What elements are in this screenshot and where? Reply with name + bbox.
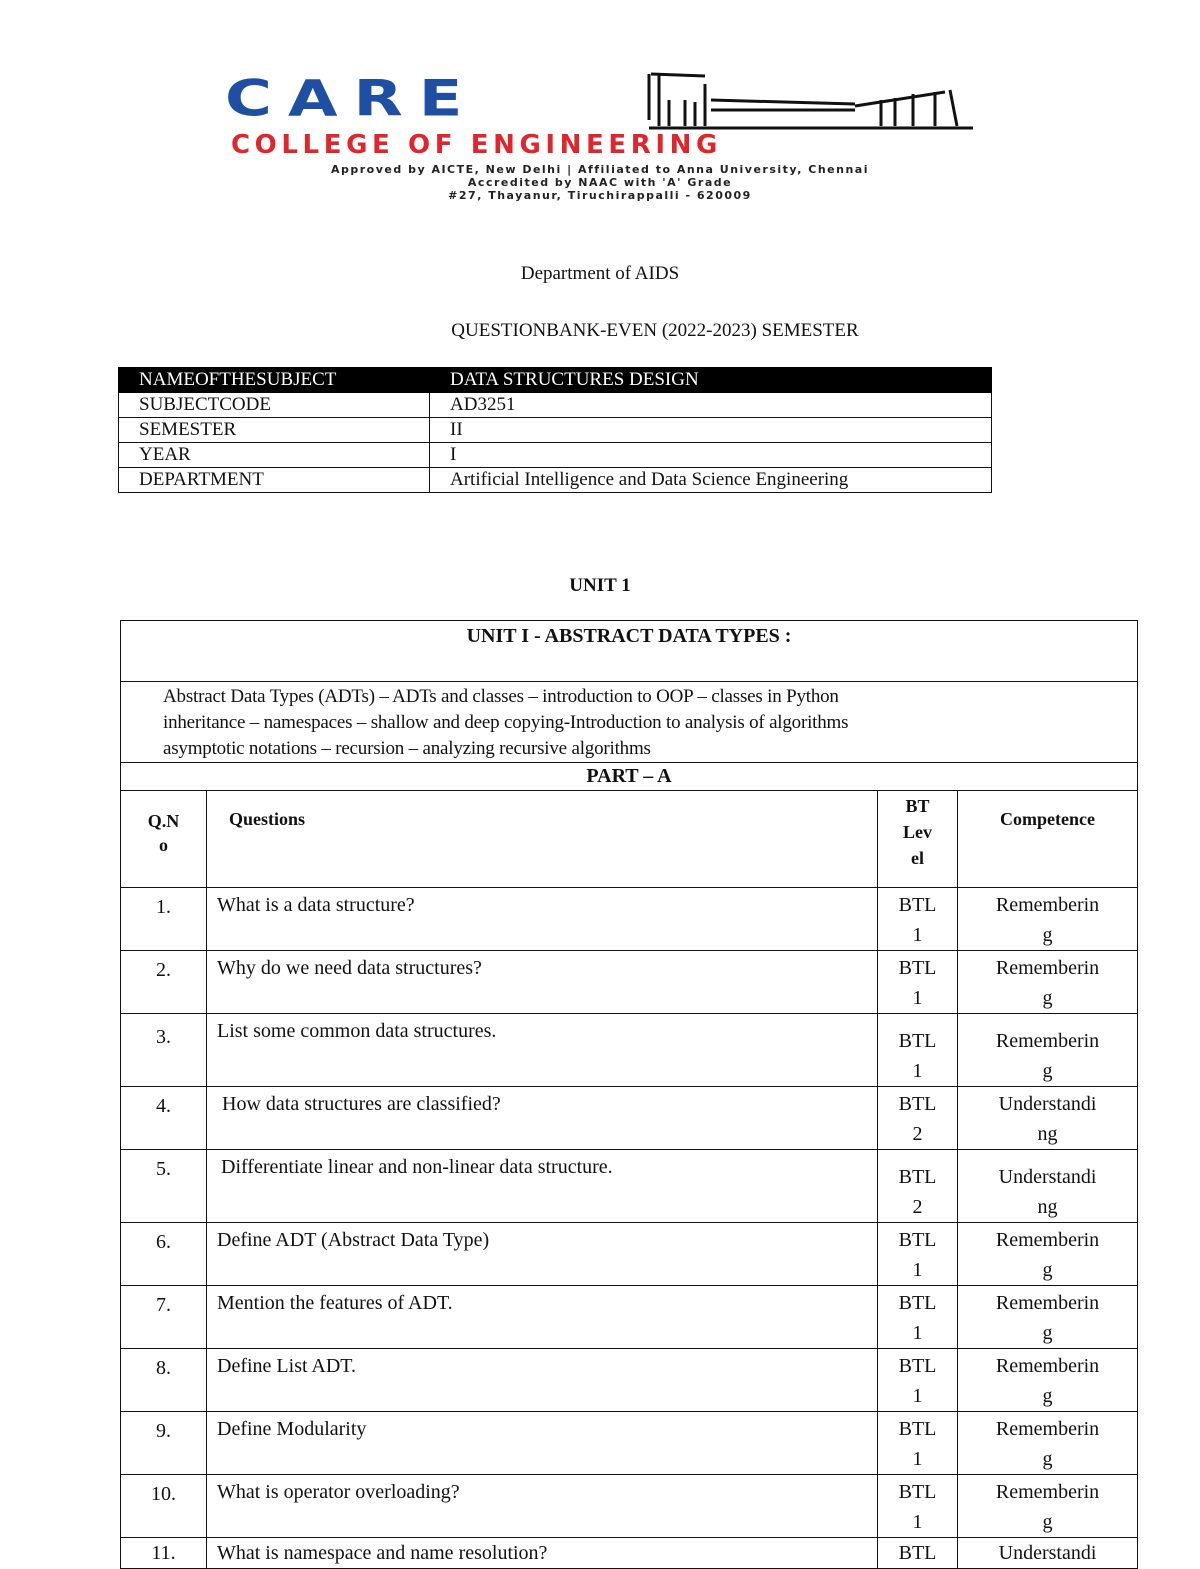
table-row — [121, 888, 1138, 951]
question-number: 5. — [121, 1150, 207, 1223]
competence-text: Rememberin — [995, 894, 1100, 916]
question-number: 1. — [121, 888, 207, 951]
question-number: 3. — [121, 1014, 207, 1087]
bt-level-label: BTL — [898, 1418, 937, 1440]
question-number: 10. — [121, 1475, 207, 1538]
info-value: Artificial Intelligence and Data Science Engineering — [430, 468, 992, 493]
question-text: Mention the features of ADT. — [207, 1286, 878, 1349]
syllabus-line: asymptotic notations – recursion – analyzing recursive algorithms — [163, 738, 651, 759]
bt-level — [878, 1014, 958, 1087]
bt-level-number: 2 — [912, 1123, 923, 1145]
info-label: SEMESTER — [119, 418, 430, 443]
bt-level — [878, 951, 958, 1014]
part-heading: PART – A — [121, 763, 1138, 791]
header-bt-line: el — [911, 848, 924, 868]
info-row-code — [119, 393, 992, 418]
table-row — [121, 1412, 1138, 1475]
info-value: II — [430, 418, 992, 443]
bt-level-number: 1 — [912, 924, 923, 946]
bt-level — [878, 1223, 958, 1286]
question-number: 8. — [121, 1349, 207, 1412]
info-label: NAMEOFTHESUBJECT — [119, 368, 430, 393]
bt-level-label: BTL — [898, 1542, 937, 1564]
competence-text: Rememberin — [995, 1481, 1100, 1503]
info-label: SUBJECTCODE — [119, 393, 430, 418]
department-heading: Department of AIDS — [520, 263, 680, 284]
competence-text: Understandi — [998, 1542, 1097, 1564]
bt-level-label: BTL — [898, 1166, 937, 1188]
bt-level-label: BTL — [898, 894, 937, 916]
bt-level-number: 1 — [912, 1511, 923, 1533]
question-text: Why do we need data structures? — [207, 951, 878, 1014]
header-competence: Competence — [958, 791, 1138, 888]
bt-level — [878, 1538, 958, 1569]
info-value: AD3251 — [430, 393, 992, 418]
header-bt-line: Lev — [903, 822, 932, 842]
competence — [958, 1349, 1138, 1412]
subject-info-table — [118, 367, 992, 493]
table-header-row — [121, 791, 1138, 888]
question-text: Define Modularity — [207, 1412, 878, 1475]
question-number: 6. — [121, 1223, 207, 1286]
header-qno-line: o — [159, 835, 168, 855]
competence-text: Rememberin — [995, 1418, 1100, 1440]
competence — [958, 1150, 1138, 1223]
bt-level — [878, 888, 958, 951]
competence-text: g — [1042, 1322, 1053, 1344]
bt-level-label: BTL — [898, 1093, 937, 1115]
question-text: Differentiate linear and non-linear data structure. — [207, 1150, 878, 1223]
question-number: 2. — [121, 951, 207, 1014]
info-row-semester — [119, 418, 992, 443]
question-number: 4. — [121, 1087, 207, 1150]
header-qno — [121, 791, 207, 888]
bt-level — [878, 1349, 958, 1412]
info-row-department — [119, 468, 992, 493]
competence — [958, 888, 1138, 951]
unit-syllabus — [121, 682, 1138, 763]
bt-level-number: 1 — [912, 1259, 923, 1281]
table-row — [121, 1475, 1138, 1538]
syllabus-line: inheritance – namespaces – shallow and deep copying-Introduction to analysis of algorithms — [163, 712, 849, 733]
header-questions: Questions — [207, 791, 878, 888]
competence-text: Rememberin — [995, 1229, 1100, 1251]
question-text: How data structures are classified? — [207, 1087, 878, 1150]
competence — [958, 1475, 1138, 1538]
college-logo — [225, 68, 975, 208]
table-row — [121, 951, 1138, 1014]
logo-address-line: #27, Thayanur, Tiruchirappalli - 620009 — [448, 189, 752, 202]
bt-level-number: 1 — [912, 1060, 923, 1082]
logo-accreditation-line: Accredited by NAAC with 'A' Grade — [467, 176, 733, 189]
unit-title: UNIT I - ABSTRACT DATA TYPES : — [121, 621, 1138, 682]
competence-text: g — [1042, 1259, 1053, 1281]
question-text: List some common data structures. — [207, 1014, 878, 1087]
competence-text: g — [1042, 987, 1053, 1009]
bt-level — [878, 1475, 958, 1538]
bt-level-number: 1 — [912, 1322, 923, 1344]
competence — [958, 951, 1138, 1014]
competence-text: Understandi — [998, 1093, 1097, 1115]
info-row-subject — [119, 368, 992, 393]
college-name: COLLEGE OF ENGINEERING — [231, 130, 722, 160]
competence-text: Rememberin — [995, 1030, 1100, 1052]
question-text: Define List ADT. — [207, 1349, 878, 1412]
table-row — [121, 1286, 1138, 1349]
competence-text: ng — [1037, 1123, 1058, 1145]
bt-level-label: BTL — [898, 1355, 937, 1377]
question-table — [120, 620, 1138, 1569]
question-bank-title: QUESTIONBANK-EVEN (2022-2023) SEMESTER — [451, 320, 859, 341]
table-row — [121, 1014, 1138, 1087]
bt-level-label: BTL — [898, 1481, 937, 1503]
bt-level-number: 1 — [912, 1448, 923, 1470]
competence — [958, 1412, 1138, 1475]
table-row — [121, 1538, 1138, 1569]
bt-level-label: BTL — [898, 1292, 937, 1314]
bt-level-number: 2 — [912, 1196, 923, 1218]
bt-level — [878, 1087, 958, 1150]
logo-approval-line: Approved by AICTE, New Delhi | Affiliated to Anna University, Chennai — [331, 163, 869, 176]
competence-text: Rememberin — [995, 1355, 1100, 1377]
table-row — [121, 1223, 1138, 1286]
question-text: What is a data structure? — [207, 888, 878, 951]
competence — [958, 1223, 1138, 1286]
table-row — [121, 1349, 1138, 1412]
bt-level — [878, 1150, 958, 1223]
bt-level — [878, 1286, 958, 1349]
competence-text: Understandi — [998, 1166, 1097, 1188]
unit-label: UNIT 1 — [569, 575, 631, 596]
competence — [958, 1087, 1138, 1150]
competence-text: Rememberin — [995, 1292, 1100, 1314]
bt-level-label: BTL — [898, 957, 937, 979]
question-text: What is operator overloading? — [207, 1475, 878, 1538]
competence — [958, 1286, 1138, 1349]
building-icon — [645, 70, 975, 132]
info-label: YEAR — [119, 443, 430, 468]
question-number: 11. — [121, 1538, 207, 1569]
question-number: 7. — [121, 1286, 207, 1349]
header-bt-level — [878, 791, 958, 888]
bt-level — [878, 1412, 958, 1475]
competence-text: ng — [1037, 1196, 1058, 1218]
competence — [958, 1538, 1138, 1569]
competence-text: g — [1042, 1511, 1053, 1533]
competence — [958, 1014, 1138, 1087]
info-row-year — [119, 443, 992, 468]
competence-text: g — [1042, 1060, 1053, 1082]
header-bt-line: BT — [905, 796, 930, 816]
question-text: What is namespace and name resolution? — [207, 1538, 878, 1569]
bt-level-label: BTL — [898, 1030, 937, 1052]
competence-text: g — [1042, 924, 1053, 946]
syllabus-line: Abstract Data Types (ADTs) – ADTs and classes – introduction to OOP – classes in Python — [163, 686, 839, 707]
table-row — [121, 1087, 1138, 1150]
info-value: I — [430, 443, 992, 468]
bt-level-number: 1 — [912, 987, 923, 1009]
bt-level-number: 1 — [912, 1385, 923, 1407]
logo-wordmark: CARE — [225, 70, 479, 128]
competence-text: g — [1042, 1448, 1053, 1470]
header-qno-line: Q.N — [147, 811, 180, 831]
table-row — [121, 1150, 1138, 1223]
competence-text: Rememberin — [995, 957, 1100, 979]
info-label: DEPARTMENT — [119, 468, 430, 493]
question-text: Define ADT (Abstract Data Type) — [207, 1223, 878, 1286]
bt-level-label: BTL — [898, 1229, 937, 1251]
competence-text: g — [1042, 1385, 1053, 1407]
info-value: DATA STRUCTURES DESIGN — [430, 368, 992, 393]
question-number: 9. — [121, 1412, 207, 1475]
